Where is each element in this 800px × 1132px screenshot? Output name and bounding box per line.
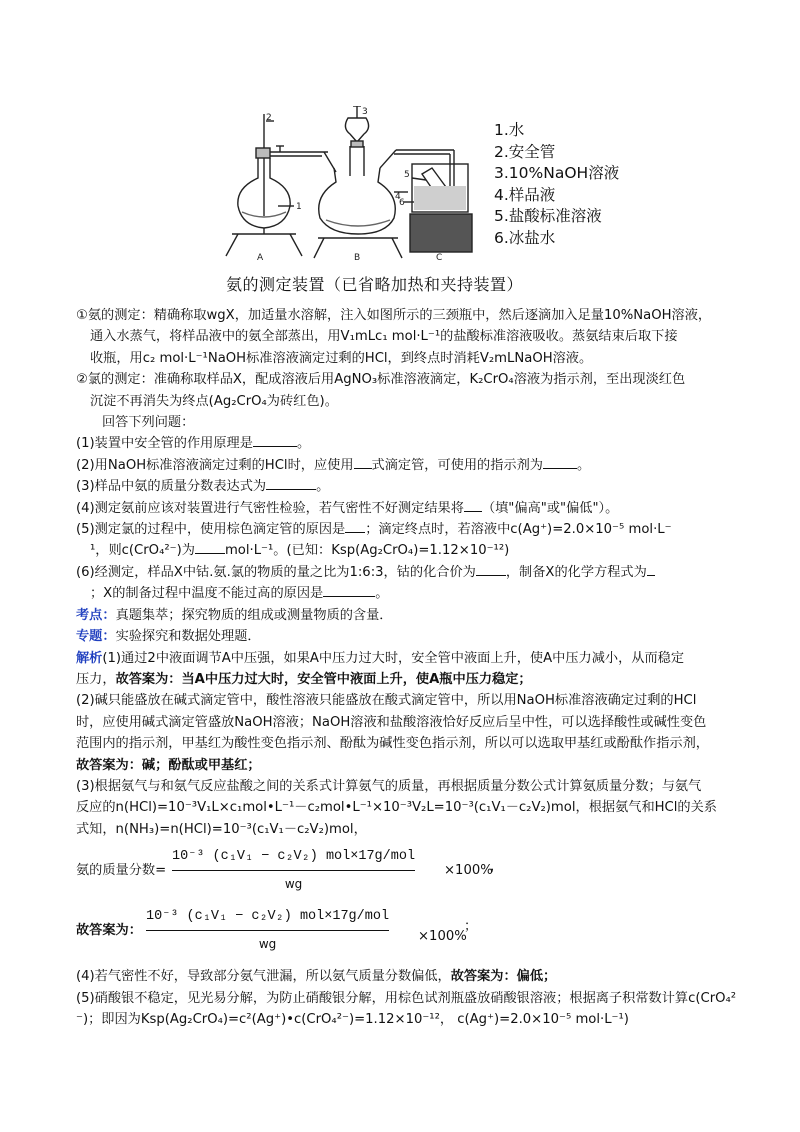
answer-blank [253,434,297,447]
question-5b: ¹，则c(CrO₄²⁻)为 mol·L⁻¹。(已知：Ksp(Ag₂CrO₄)=1.12×10⁻¹²) [90,543,510,559]
answer-blank [266,477,316,490]
analysis-2: (2)碱只能盛放在碱式滴定管中，酸性溶液只能盛放在酸式滴定管中，所以用NaOH标准溶液确定过剩的HCl [76,693,697,709]
question-5: (5)测定氯的过程中，使用棕色滴定管的原因是 ；滴定终点时，若溶液中c(Ag⁺)=2.0×10⁻⁵ mol·L⁻ [76,522,672,538]
figure-caption: 氨的测定装置（已省略加热和夹持装置） [226,275,524,294]
label-3: 3 [362,107,368,117]
formula-row-2: 故答案为： 10⁻³ (c₁V₁ − c₂V₂) mol×17g/mol wg ×100% ； [76,906,726,962]
paragraph-1c: 收瓶，用c₂ mol·L⁻¹NaOH标准溶液滴定过剩的HCl，到终点时消耗V₂mLNaOH溶液。 [90,350,593,366]
question-1: (1)装置中安全管的作用原理是 。 [76,436,311,452]
paragraph-2: ②氯的测定：准确称取样品X，配成溶液后用AgNO₃标准溶液滴定，K₂CrO₄溶液为指示剂，至出现淡红色 [76,372,686,388]
legend-item: 1.水 [494,121,525,139]
label-5: 5 [404,170,410,180]
analysis-1b: 压力，故答案为：当A中压力过大时，安全管中液面上升，使A瓶中压力稳定； [76,671,532,687]
legend-item: 3.10%NaOH溶液 [494,164,620,183]
fraction: 10⁻³ (c₁V₁ − c₂V₂) mol×17g/mol wg [172,849,416,891]
flask-a-stopper [256,148,270,158]
legend-item: 6.冰盐水 [494,228,556,247]
analysis-5b: ⁻)；即因为Ksp(Ag₂CrO₄)=c²(Ag⁺)•c(CrO₄²⁻)=1.12×10⁻¹²， c(Ag⁺)=2.0×10⁻⁵ mol·L⁻¹) [76,1011,629,1027]
paragraph-1b: 通入水蒸气，将样品液中的氨全部蒸出，用V₁mLc₁ mol·L⁻¹的盐酸标准溶液吸收。蒸氨结束后取下接 [90,329,678,345]
flask-b [319,168,396,234]
answer-blank [476,563,506,576]
instructions: 回答下列问题： [102,415,195,431]
legend-item: 4.样品液 [494,185,556,204]
question-2: (2)用NaOH标准溶液滴定过剩的HCl时，应使用 式滴定管，可使用的指示剂为 。 [76,457,591,473]
label-b: B [354,253,361,261]
figure-legend [494,120,619,250]
label-2: 2 [266,113,272,123]
question-4: (4)测定氨前应该对装置进行气密性检验，若气密性不好测定结果将 （填"偏高"或"偏低"）。 [76,500,619,516]
analysis-3: (3)根据氨气与和氨气反应盐酸之间的关系式计算氨气的质量，再根据质量分数公式计算氨质量分数；与氨气 [76,778,702,794]
category-line: 专题：实验探究和数据处理题． [76,629,261,645]
answer-blank [195,541,225,554]
ice-bath [410,214,472,252]
answer-blank [543,456,577,469]
legend-item: 5.盐酸标准溶液 [494,207,602,226]
answer-blank [647,563,655,576]
legend-item: 2.安全管 [494,142,556,161]
answer-blank [345,520,365,533]
analysis-2d: 故答案为：碱；酚酞或甲基红； [76,757,261,773]
analysis-3b: 反应的n(HCl)=10⁻³V₁L×c₁mol•L⁻¹－c₂mol•L⁻¹×10⁻³V₂L=10⁻³(c₁V₁－c₂V₂)mol，根据氨气和HCl的关系 [76,800,717,816]
fraction: 10⁻³ (c₁V₁ − c₂V₂) mol×17g/mol wg [146,909,390,951]
label-a: A [257,253,264,261]
answer-blank [323,584,375,597]
label-1: 1 [296,202,302,212]
answer-blank [354,456,372,469]
label-c: C [436,253,443,261]
paragraph-2b: 沉淀不再消失为终点(Ag₂CrO₄为砖红色)。 [90,393,338,409]
analysis-1: 解析(1)通过2中液面调节A中压强，如果A中压力过大时，安全管中液面上升，使A中压力减小，从而稳定 [76,650,685,666]
question-3: (3)样品中氨的质量分数表达式为 。 [76,479,330,495]
analysis-3c: 式知，n(NH₃)=n(HCl)=10⁻³(c₁V₁－c₂V₂)mol， [76,821,367,837]
analysis-2b: 时，应使用碱式滴定管盛放NaOH溶液；NaOH溶液和盐酸溶液恰好反应后呈中性，可以选择酸性或碱性变色 [76,714,707,730]
question-6b: ；X的制备过程中温度不能过高的原因是 。 [90,586,389,602]
analysis-4: (4)若气密性不好，导致部分氨气泄漏，所以氨气质量分数偏低，故答案为：偏低； [76,969,557,985]
paragraph-1: ①氨的测定：精确称取wgX，加适量水溶解，注入如图所示的三颈瓶中，然后逐滴加入足量10%NaOH溶液， [76,308,712,323]
question-6: (6)经测定，样品X中钴.氨.氯的物质的量之比为1:6:3，钴的化合价为 ，制备X的化学方程式为 [76,562,726,583]
question-body [76,305,737,1030]
analysis-5: (5)硝酸银不稳定，见光易分解，为防止硝酸银分解，用棕色试剂瓶盛放硝酸银溶液；根据离子积常数计算c(CrO₄² [76,990,737,1006]
analysis-2c: 范围内的指示剂，甲基红为酸性变色指示剂、酚酞为碱性变色指示剂，所以可以选取甲基红或酚酞作指示剂， [76,736,709,752]
label-4: 4 [395,192,401,202]
label-6: 6 [399,198,405,208]
formula-row-1: 氨的质量分数= 10⁻³ (c₁V₁ − c₂V₂) mol×17g/mol wg ×100% ， [76,846,726,902]
topic-line: 考点：真题集萃；探究物质的组成或测量物质的含量． [76,607,393,623]
answer-blank [464,499,482,512]
dropping-funnel [345,118,368,142]
